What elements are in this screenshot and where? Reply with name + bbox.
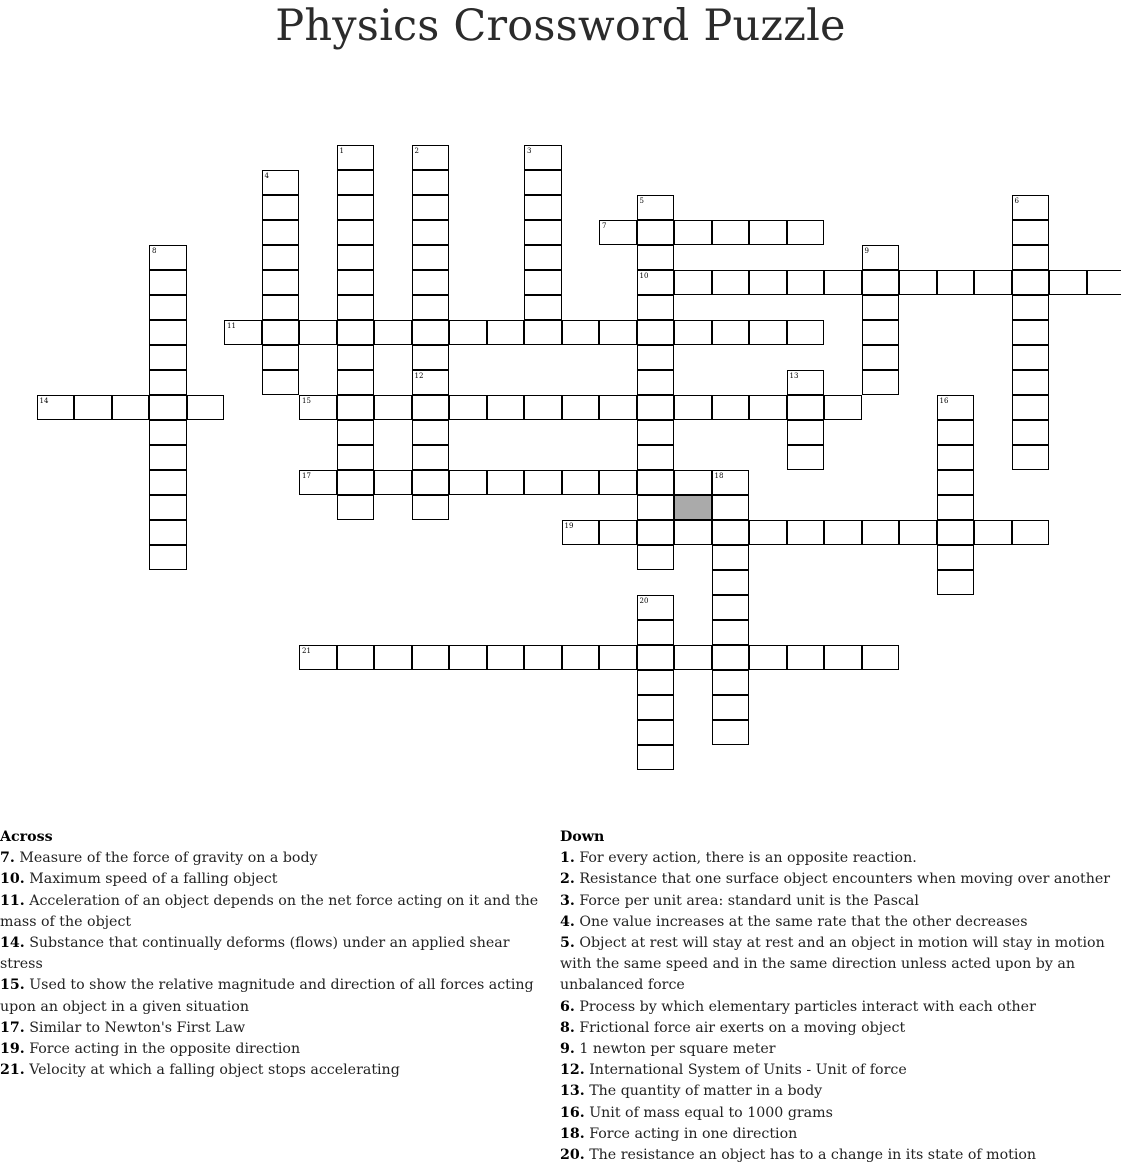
grid-cell[interactable] bbox=[1012, 420, 1050, 445]
grid-cell[interactable] bbox=[149, 245, 187, 270]
grid-cell[interactable] bbox=[1012, 195, 1050, 220]
clue-text: Velocity at which a falling object stops accelerating bbox=[29, 1062, 400, 1078]
clue-label-number: 2. bbox=[560, 871, 575, 887]
clue-text: Force per unit area: standard unit is the Pascal bbox=[579, 893, 919, 909]
grid-cell[interactable] bbox=[524, 145, 562, 170]
clue-label-number: 16. bbox=[560, 1105, 585, 1121]
grid-cell[interactable] bbox=[524, 470, 562, 495]
clue-label-number: 10. bbox=[0, 871, 25, 887]
across-clue bbox=[0, 891, 545, 933]
grid-cell[interactable] bbox=[524, 320, 562, 345]
grid-cell[interactable] bbox=[562, 470, 600, 495]
grid-cell[interactable] bbox=[487, 470, 525, 495]
grid-cell[interactable] bbox=[149, 520, 187, 545]
clue-number: 18 bbox=[715, 472, 724, 480]
grid-cell[interactable] bbox=[412, 370, 450, 395]
grid-cell[interactable] bbox=[149, 370, 187, 395]
grid-cell[interactable] bbox=[262, 220, 300, 245]
clue-text: Force acting in the opposite direction bbox=[29, 1041, 300, 1057]
grid-cell[interactable] bbox=[637, 695, 675, 720]
across-clue bbox=[0, 869, 545, 890]
clue-text: Used to show the relative magnitude and direction of all forces acting upon an object in a given situation bbox=[0, 977, 534, 1014]
clue-text: International System of Units - Unit of force bbox=[589, 1062, 907, 1078]
across-heading: Across bbox=[0, 827, 545, 848]
clue-label-number: 9. bbox=[560, 1041, 575, 1057]
grid-cell[interactable] bbox=[337, 295, 375, 320]
grid-cell[interactable] bbox=[262, 195, 300, 220]
grid-cell[interactable] bbox=[674, 470, 712, 495]
grid-cell[interactable] bbox=[637, 395, 675, 420]
grid-cell[interactable] bbox=[149, 545, 187, 570]
grid-cell[interactable] bbox=[449, 320, 487, 345]
clue-number: 1 bbox=[340, 147, 344, 155]
grid-cell[interactable] bbox=[412, 295, 450, 320]
grid-cell[interactable] bbox=[1012, 370, 1050, 395]
grid-cell[interactable] bbox=[787, 445, 825, 470]
grid-cell[interactable] bbox=[637, 495, 675, 520]
grid-cell[interactable] bbox=[862, 245, 900, 270]
grid-cell[interactable] bbox=[374, 645, 412, 670]
grid-cell[interactable] bbox=[712, 320, 750, 345]
grid-cell[interactable] bbox=[487, 395, 525, 420]
grid-cell[interactable] bbox=[899, 520, 937, 545]
clue-number: 10 bbox=[640, 272, 649, 280]
grid-cell[interactable] bbox=[637, 470, 675, 495]
grid-cell[interactable] bbox=[299, 320, 337, 345]
clue-text: The resistance an object has to a change in its state of motion bbox=[589, 1147, 1036, 1163]
grid-cell[interactable] bbox=[1049, 270, 1087, 295]
clue-label-number: 8. bbox=[560, 1020, 575, 1036]
down-clue bbox=[560, 1039, 1120, 1060]
grid-cell[interactable] bbox=[712, 520, 750, 545]
grid-cell[interactable] bbox=[937, 395, 975, 420]
grid-cell[interactable] bbox=[149, 495, 187, 520]
grid-cell[interactable] bbox=[337, 645, 375, 670]
grid-cell[interactable] bbox=[112, 395, 150, 420]
grid-cell[interactable] bbox=[712, 495, 750, 520]
grid-cell[interactable] bbox=[562, 520, 600, 545]
clue-number: 19 bbox=[565, 522, 574, 530]
grid-cell[interactable] bbox=[337, 270, 375, 295]
grid-cell[interactable] bbox=[337, 320, 375, 345]
grid-cell[interactable] bbox=[149, 270, 187, 295]
grid-cell[interactable] bbox=[337, 470, 375, 495]
grid-cell[interactable] bbox=[937, 545, 975, 570]
grid-cell[interactable] bbox=[712, 695, 750, 720]
grid-cell[interactable] bbox=[637, 645, 675, 670]
grid-cell[interactable] bbox=[337, 245, 375, 270]
clue-number: 20 bbox=[640, 597, 649, 605]
grid-cell[interactable] bbox=[937, 495, 975, 520]
grid-cell[interactable] bbox=[299, 645, 337, 670]
grid-cell[interactable] bbox=[712, 620, 750, 645]
grid-cell[interactable] bbox=[749, 520, 787, 545]
across-clue-list bbox=[0, 848, 545, 1081]
clue-number: 8 bbox=[152, 247, 156, 255]
across-clues bbox=[0, 827, 545, 1081]
clue-label-number: 3. bbox=[560, 893, 575, 909]
grid-cell[interactable] bbox=[637, 445, 675, 470]
grid-cell[interactable] bbox=[862, 320, 900, 345]
clue-number: 2 bbox=[415, 147, 419, 155]
grid-cell[interactable] bbox=[412, 220, 450, 245]
grid-cell[interactable] bbox=[637, 320, 675, 345]
grid-cell[interactable] bbox=[749, 270, 787, 295]
grid-cell[interactable] bbox=[637, 670, 675, 695]
grid-cell[interactable] bbox=[862, 295, 900, 320]
grid-cell[interactable] bbox=[599, 470, 637, 495]
grid-cell[interactable] bbox=[937, 470, 975, 495]
grid-cell[interactable] bbox=[637, 270, 675, 295]
grid-cell[interactable] bbox=[262, 370, 300, 395]
grid-cell[interactable] bbox=[637, 745, 675, 770]
grid-cell[interactable] bbox=[262, 170, 300, 195]
grid-cell[interactable] bbox=[712, 670, 750, 695]
clue-text: Frictional force air exerts on a moving object bbox=[579, 1020, 905, 1036]
grid-cell[interactable] bbox=[862, 370, 900, 395]
grid-cell[interactable] bbox=[149, 420, 187, 445]
grid-cell[interactable] bbox=[299, 470, 337, 495]
grid-cell[interactable] bbox=[787, 370, 825, 395]
grid-cell[interactable] bbox=[337, 395, 375, 420]
grid-cell[interactable] bbox=[374, 320, 412, 345]
grid-cell[interactable] bbox=[562, 320, 600, 345]
grid-cell[interactable] bbox=[337, 145, 375, 170]
grid-cell[interactable] bbox=[412, 170, 450, 195]
grid-cell[interactable] bbox=[487, 645, 525, 670]
clue-label-number: 18. bbox=[560, 1126, 585, 1142]
grid-cell[interactable] bbox=[337, 220, 375, 245]
clue-text: Substance that continually deforms (flows) under an applied shear stress bbox=[0, 935, 509, 972]
grid-cell[interactable] bbox=[412, 645, 450, 670]
grid-cell[interactable] bbox=[974, 520, 1012, 545]
clue-text: The quantity of matter in a body bbox=[589, 1083, 822, 1099]
clue-number: 9 bbox=[865, 247, 869, 255]
clue-label-number: 1. bbox=[560, 850, 575, 866]
down-clues bbox=[560, 827, 1120, 1166]
grid-cell[interactable] bbox=[712, 545, 750, 570]
grid-cell[interactable] bbox=[712, 570, 750, 595]
across-clue bbox=[0, 1060, 545, 1081]
down-clue bbox=[560, 1081, 1120, 1102]
grid-cell[interactable] bbox=[637, 420, 675, 445]
grid-cell[interactable] bbox=[599, 220, 637, 245]
grid-cell[interactable] bbox=[562, 645, 600, 670]
grid-cell[interactable] bbox=[524, 170, 562, 195]
across-clue bbox=[0, 1039, 545, 1060]
grid-cell[interactable] bbox=[262, 345, 300, 370]
grid-cell[interactable] bbox=[412, 470, 450, 495]
clue-number: 21 bbox=[302, 647, 311, 655]
grid-cell[interactable] bbox=[262, 245, 300, 270]
grid-cell[interactable] bbox=[449, 645, 487, 670]
grid-cell[interactable] bbox=[637, 370, 675, 395]
clue-label-number: 5. bbox=[560, 935, 575, 951]
grid-cell[interactable] bbox=[299, 395, 337, 420]
grid-cell[interactable] bbox=[224, 320, 262, 345]
grid-cell[interactable] bbox=[937, 520, 975, 545]
grid-cell[interactable] bbox=[787, 420, 825, 445]
grid-cell[interactable] bbox=[412, 245, 450, 270]
page-title: Physics Crossword Puzzle bbox=[0, 0, 1121, 52]
clue-label-number: 15. bbox=[0, 977, 25, 993]
across-clue bbox=[0, 848, 545, 869]
grid-cell[interactable] bbox=[262, 270, 300, 295]
grid-cell[interactable] bbox=[787, 320, 825, 345]
clue-label-number: 12. bbox=[560, 1062, 585, 1078]
grid-cell[interactable] bbox=[374, 470, 412, 495]
grid-cell[interactable] bbox=[262, 295, 300, 320]
grid-cell[interactable] bbox=[1012, 320, 1050, 345]
grid-cell[interactable] bbox=[1012, 345, 1050, 370]
grid-cell[interactable] bbox=[524, 645, 562, 670]
grid-cell[interactable] bbox=[412, 395, 450, 420]
grid-cell[interactable] bbox=[787, 270, 825, 295]
grid-cell[interactable] bbox=[637, 595, 675, 620]
grid-cell[interactable] bbox=[712, 220, 750, 245]
down-clue bbox=[560, 1103, 1120, 1124]
grid-cell[interactable] bbox=[1012, 270, 1050, 295]
grid-cell[interactable] bbox=[862, 270, 900, 295]
grid-cell[interactable] bbox=[862, 345, 900, 370]
grid-cell[interactable] bbox=[412, 495, 450, 520]
grid-cell[interactable] bbox=[937, 445, 975, 470]
clue-text: Object at rest will stay at rest and an object in motion will stay in motion with the same speed and in the same direction unless acted upon by an unbalanced force bbox=[560, 935, 1105, 993]
grid-cell[interactable] bbox=[412, 270, 450, 295]
grid-cell[interactable] bbox=[524, 295, 562, 320]
grid-cell[interactable] bbox=[562, 395, 600, 420]
clue-label-number: 20. bbox=[560, 1147, 585, 1163]
clue-number: 12 bbox=[415, 372, 424, 380]
clue-number: 15 bbox=[302, 397, 311, 405]
clue-text: 1 newton per square meter bbox=[579, 1041, 775, 1057]
grid-cell[interactable] bbox=[524, 395, 562, 420]
grid-cell[interactable] bbox=[37, 395, 75, 420]
grid-cell[interactable] bbox=[374, 395, 412, 420]
grid-cell[interactable] bbox=[1012, 245, 1050, 270]
grid-cell[interactable] bbox=[637, 720, 675, 745]
grid-cell[interactable] bbox=[487, 320, 525, 345]
grid-cell[interactable] bbox=[187, 395, 225, 420]
clue-text: Maximum speed of a falling object bbox=[29, 871, 277, 887]
grid-cell[interactable] bbox=[787, 395, 825, 420]
down-clue bbox=[560, 869, 1120, 890]
down-clue-list bbox=[560, 848, 1120, 1166]
grid-cell[interactable] bbox=[712, 720, 750, 745]
grid-cell[interactable] bbox=[1012, 220, 1050, 245]
down-clue bbox=[560, 1124, 1120, 1145]
grid-cell[interactable] bbox=[749, 645, 787, 670]
grid-cell[interactable] bbox=[712, 645, 750, 670]
grid-cell[interactable] bbox=[674, 395, 712, 420]
grid-cell[interactable] bbox=[899, 270, 937, 295]
down-clue bbox=[560, 1018, 1120, 1039]
grid-cell[interactable] bbox=[937, 570, 975, 595]
grid-cell[interactable] bbox=[599, 520, 637, 545]
grid-cell[interactable] bbox=[412, 145, 450, 170]
clue-text: Acceleration of an object depends on the net force acting on it and the mass of the object bbox=[0, 893, 538, 930]
grid-cell[interactable] bbox=[337, 370, 375, 395]
grid-cell[interactable] bbox=[524, 270, 562, 295]
grid-cell[interactable] bbox=[937, 270, 975, 295]
grid-cell[interactable] bbox=[712, 595, 750, 620]
grid-cell[interactable] bbox=[262, 320, 300, 345]
clue-number: 4 bbox=[265, 172, 269, 180]
grid-cell[interactable] bbox=[824, 270, 862, 295]
down-clue bbox=[560, 1060, 1120, 1081]
across-clue bbox=[0, 933, 545, 975]
grid-cell[interactable] bbox=[749, 220, 787, 245]
grid-cell[interactable] bbox=[674, 220, 712, 245]
grid-cell[interactable] bbox=[1012, 295, 1050, 320]
grid-cell[interactable] bbox=[974, 270, 1012, 295]
clue-text: For every action, there is an opposite reaction. bbox=[579, 850, 916, 866]
clue-label-number: 13. bbox=[560, 1083, 585, 1099]
clue-number: 13 bbox=[790, 372, 799, 380]
grid-cell[interactable] bbox=[712, 395, 750, 420]
grid-cell[interactable] bbox=[412, 320, 450, 345]
grid-cell[interactable] bbox=[599, 395, 637, 420]
grid-cell[interactable] bbox=[637, 195, 675, 220]
grid-cell[interactable] bbox=[1012, 520, 1050, 545]
grid-cell[interactable] bbox=[862, 645, 900, 670]
grid-cell[interactable] bbox=[824, 645, 862, 670]
grid-cell[interactable] bbox=[787, 220, 825, 245]
grid-cell[interactable] bbox=[637, 620, 675, 645]
grid-cell[interactable] bbox=[1012, 445, 1050, 470]
grid-cell[interactable] bbox=[674, 270, 712, 295]
down-clue bbox=[560, 912, 1120, 933]
clue-label-number: 21. bbox=[0, 1062, 25, 1078]
grid-cell[interactable] bbox=[824, 520, 862, 545]
grid-cell[interactable] bbox=[712, 270, 750, 295]
clue-label-number: 4. bbox=[560, 914, 575, 930]
grid-cell[interactable] bbox=[674, 520, 712, 545]
grid-cell[interactable] bbox=[337, 420, 375, 445]
grid-cell[interactable] bbox=[337, 495, 375, 520]
grid-cell[interactable] bbox=[637, 520, 675, 545]
grid-cell[interactable] bbox=[599, 645, 637, 670]
grid-cell[interactable] bbox=[824, 395, 862, 420]
clue-number: 6 bbox=[1015, 197, 1019, 205]
grid-cell[interactable] bbox=[1012, 395, 1050, 420]
clue-text: Measure of the force of gravity on a body bbox=[19, 850, 317, 866]
down-clue bbox=[560, 1145, 1120, 1166]
grid-cell[interactable] bbox=[524, 245, 562, 270]
down-clue bbox=[560, 848, 1120, 869]
grid-cell[interactable] bbox=[599, 320, 637, 345]
grid-cell[interactable] bbox=[749, 395, 787, 420]
grid-cell[interactable] bbox=[412, 420, 450, 445]
grid-cell[interactable] bbox=[337, 195, 375, 220]
grid-cell[interactable] bbox=[149, 445, 187, 470]
clue-number: 7 bbox=[602, 222, 606, 230]
grid-cell[interactable] bbox=[637, 220, 675, 245]
grid-cell[interactable] bbox=[674, 320, 712, 345]
grid-cell[interactable] bbox=[449, 470, 487, 495]
grid-cell[interactable] bbox=[149, 320, 187, 345]
clue-number: 11 bbox=[227, 322, 236, 330]
grid-cell[interactable] bbox=[524, 195, 562, 220]
grid-cell[interactable] bbox=[149, 395, 187, 420]
grid-cell[interactable] bbox=[787, 520, 825, 545]
grid-cell[interactable] bbox=[637, 245, 675, 270]
grid-cell[interactable] bbox=[149, 470, 187, 495]
grid-cell[interactable] bbox=[412, 195, 450, 220]
grid-cell[interactable] bbox=[637, 545, 675, 570]
grid-cell[interactable] bbox=[1087, 270, 1121, 295]
down-clue bbox=[560, 997, 1120, 1018]
grid-cell[interactable] bbox=[637, 295, 675, 320]
grid-cell[interactable] bbox=[337, 170, 375, 195]
grid-cell[interactable] bbox=[674, 645, 712, 670]
grid-cell[interactable] bbox=[337, 345, 375, 370]
grid-cell[interactable] bbox=[149, 345, 187, 370]
clue-text: Force acting in one direction bbox=[589, 1126, 797, 1142]
clue-label-number: 7. bbox=[0, 850, 15, 866]
grid-cell[interactable] bbox=[74, 395, 112, 420]
clue-number: 14 bbox=[40, 397, 49, 405]
grid-cell[interactable] bbox=[449, 395, 487, 420]
shaded-cell bbox=[674, 495, 712, 520]
clue-text: Resistance that one surface object encounters when moving over another bbox=[579, 871, 1110, 887]
grid-cell[interactable] bbox=[337, 445, 375, 470]
clue-number: 3 bbox=[527, 147, 531, 155]
grid-cell[interactable] bbox=[412, 445, 450, 470]
clue-text: One value increases at the same rate that the other decreases bbox=[579, 914, 1027, 930]
grid-cell[interactable] bbox=[712, 470, 750, 495]
across-clue bbox=[0, 1018, 545, 1039]
grid-cell[interactable] bbox=[787, 645, 825, 670]
clue-label-number: 6. bbox=[560, 999, 575, 1015]
clue-number: 5 bbox=[640, 197, 644, 205]
down-clue bbox=[560, 933, 1120, 997]
down-heading: Down bbox=[560, 827, 1120, 848]
clue-label-number: 14. bbox=[0, 935, 25, 951]
clue-label-number: 11. bbox=[0, 893, 25, 909]
grid-cell[interactable] bbox=[749, 320, 787, 345]
clue-text: Unit of mass equal to 1000 grams bbox=[589, 1105, 833, 1121]
clue-text: Process by which elementary particles interact with each other bbox=[579, 999, 1036, 1015]
grid-cell[interactable] bbox=[937, 420, 975, 445]
clue-label-number: 17. bbox=[0, 1020, 25, 1036]
down-clue bbox=[560, 891, 1120, 912]
grid-cell[interactable] bbox=[149, 295, 187, 320]
clue-number: 17 bbox=[302, 472, 311, 480]
clue-label-number: 19. bbox=[0, 1041, 25, 1057]
grid-cell[interactable] bbox=[862, 520, 900, 545]
clue-text: Similar to Newton's First Law bbox=[29, 1020, 245, 1036]
clue-number: 16 bbox=[940, 397, 949, 405]
grid-cell[interactable] bbox=[524, 220, 562, 245]
grid-cell[interactable] bbox=[637, 345, 675, 370]
across-clue bbox=[0, 975, 545, 1017]
grid-cell[interactable] bbox=[412, 345, 450, 370]
